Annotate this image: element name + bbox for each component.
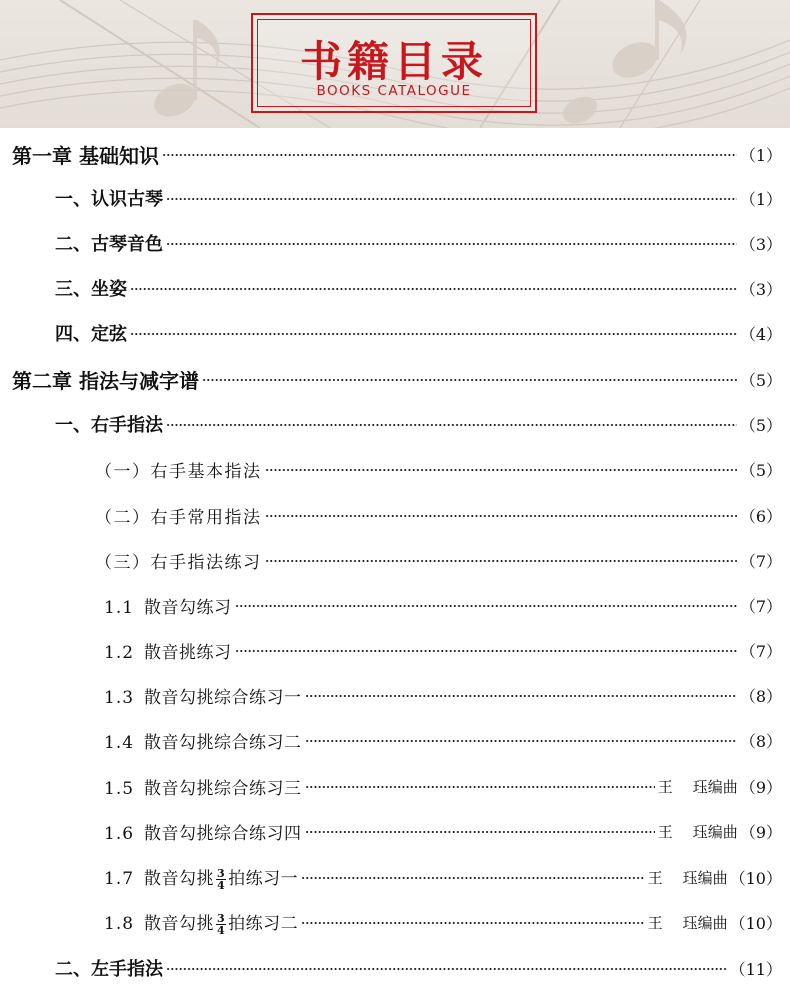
fraction-numerator: 3: [217, 866, 226, 880]
toc-entry-text: 第一章 基础知识: [12, 143, 159, 168]
time-signature-fraction: [216, 913, 226, 936]
toc-entry-text: 一、认识古琴: [55, 189, 163, 210]
toc-entry-title: [55, 320, 127, 346]
toc-entry[interactable]: [0, 725, 782, 755]
fraction-numerator: 3: [217, 911, 226, 925]
dot-leader: [166, 968, 727, 970]
page-number: （7）: [739, 596, 782, 616]
toc-entry-title: [55, 955, 163, 981]
toc-entry-title: [104, 864, 298, 891]
toc-entry[interactable]: [0, 862, 782, 892]
fraction-denominator: 4: [217, 923, 226, 937]
toc-entry-text: （二）右手常用指法: [95, 507, 262, 528]
dot-leader: [162, 154, 737, 156]
page-number: （1）: [739, 189, 782, 209]
page-number: （9）: [739, 822, 782, 842]
dot-leader: [305, 740, 737, 742]
page-number: （11）: [729, 959, 782, 979]
composer-credit: [658, 776, 738, 797]
toc-entry[interactable]: [0, 680, 782, 710]
toc-entry[interactable]: [0, 364, 782, 394]
toc-entry-title: [55, 275, 127, 301]
toc-entry-title: [95, 503, 262, 528]
toc-entry-text: 二、左手指法: [55, 959, 163, 980]
toc-entry-title: [104, 774, 302, 799]
dot-leader: [305, 695, 737, 697]
fraction-denominator: 4: [217, 878, 226, 892]
toc-entry-title: [95, 457, 262, 482]
toc-entry[interactable]: [0, 953, 782, 983]
toc-entry-number: 1.6: [104, 823, 135, 844]
dot-leader: [166, 198, 737, 200]
page-number: （5）: [739, 460, 782, 480]
toc-entry-number: 1.3: [104, 687, 135, 708]
toc-entry-title: [104, 909, 298, 936]
toc-entry-number: 1.2: [104, 642, 135, 663]
toc-entry[interactable]: [0, 545, 782, 575]
dot-leader: [130, 288, 737, 290]
composer-surname: 王: [647, 868, 663, 887]
composer-name-role: 珏编曲: [692, 822, 738, 841]
toc-entry-title: [104, 728, 302, 753]
dot-leader: [166, 243, 737, 245]
toc-entry-text: 三、坐姿: [55, 279, 127, 300]
toc-entry-text: 二、古琴音色: [55, 234, 163, 255]
page-number: （4）: [739, 324, 782, 344]
toc-entry[interactable]: [0, 228, 782, 258]
page-number: （3）: [739, 279, 782, 299]
dot-leader: [166, 424, 737, 426]
toc-entry-title: [95, 548, 262, 573]
toc-entry-text: 散音勾挑综合练习二: [144, 732, 302, 753]
toc-entry[interactable]: [0, 907, 782, 937]
page-number: （10）: [729, 868, 782, 888]
page-number: （5）: [739, 370, 782, 390]
toc-entry-text: （一）右手基本指法: [95, 461, 262, 482]
title-frame: [251, 13, 537, 113]
toc-entry[interactable]: [0, 318, 782, 348]
toc-entry-text-suffix: 拍练习一: [228, 868, 299, 889]
page-number: （7）: [739, 641, 782, 661]
toc-entry[interactable]: [0, 500, 782, 530]
toc-entry-title: [104, 819, 302, 844]
toc-entry-number: 1.8: [104, 913, 135, 934]
toc-entry-text: 第二章 指法与减字谱: [12, 368, 199, 393]
dot-leader: [305, 831, 655, 833]
composer-name-role: 珏编曲: [682, 913, 728, 932]
dot-leader: [202, 379, 737, 381]
page-number: （8）: [739, 731, 782, 751]
dot-leader: [235, 605, 737, 607]
page-title: 书籍目录: [299, 37, 488, 86]
toc-entry-text: 散音勾挑: [144, 913, 214, 934]
toc-entry-title: [12, 140, 159, 169]
composer-surname: 王: [657, 822, 673, 841]
toc-entry[interactable]: [0, 409, 782, 439]
page-subtitle: BOOKS CATALOGUE: [316, 83, 472, 99]
toc-entry-text: 散音挑练习: [144, 642, 232, 663]
composer-surname: 王: [657, 777, 673, 796]
toc-entry-text-suffix: 拍练习二: [228, 913, 299, 934]
toc-entry-text: 散音勾挑综合练习一: [144, 687, 302, 708]
toc-entry[interactable]: [0, 273, 782, 303]
page-number: （1）: [739, 145, 782, 165]
toc-entry[interactable]: [0, 590, 782, 620]
composer-credit: [648, 867, 728, 888]
toc-entry-title: [104, 638, 232, 663]
toc-entry-number: 1.1: [104, 597, 135, 618]
composer-name-role: 珏编曲: [682, 868, 728, 887]
dot-leader: [130, 333, 737, 335]
toc-entry-title: [12, 365, 199, 394]
toc-entry[interactable]: [0, 183, 782, 213]
toc-entry-text: 散音勾挑综合练习四: [144, 823, 302, 844]
time-signature-fraction: [216, 868, 226, 891]
composer-surname: 王: [647, 913, 663, 932]
dot-leader: [235, 650, 737, 652]
header-banner: [0, 0, 790, 128]
toc-entry-number: 1.5: [104, 778, 135, 799]
dot-leader: [305, 786, 655, 788]
toc-entry-text: 散音勾挑: [144, 868, 214, 889]
toc-entry[interactable]: [0, 139, 782, 169]
dot-leader: [265, 515, 737, 517]
dot-leader: [301, 922, 644, 924]
toc-entry[interactable]: [0, 816, 782, 846]
toc-entry-number: 1.7: [104, 868, 135, 889]
toc-entry-number: 1.4: [104, 732, 135, 753]
toc-entry[interactable]: [0, 635, 782, 665]
toc-entry-title: [55, 411, 163, 437]
composer-credit: [648, 912, 728, 933]
toc-entry-text: 散音勾练习: [144, 597, 232, 618]
toc-entry[interactable]: [0, 771, 782, 801]
dot-leader: [301, 877, 644, 879]
page-number: （6）: [739, 506, 782, 526]
page-number: （10）: [729, 913, 782, 933]
toc-entry-text: （三）右手指法练习: [95, 552, 262, 573]
toc-entry-title: [55, 185, 163, 211]
page-number: （3）: [739, 234, 782, 254]
page-number: （8）: [739, 686, 782, 706]
composer-name-role: 珏编曲: [692, 777, 738, 796]
toc-entry-text: 散音勾挑综合练习三: [144, 778, 302, 799]
toc-entry-text: 一、右手指法: [55, 415, 163, 436]
toc-entry-title: [104, 683, 302, 708]
page-number: （5）: [739, 415, 782, 435]
page-number: （9）: [739, 777, 782, 797]
page-number: （7）: [739, 551, 782, 571]
toc-entry[interactable]: [0, 454, 782, 484]
toc-entry-title: [104, 593, 232, 618]
toc-entry-text: 四、定弦: [55, 324, 127, 345]
dot-leader: [265, 469, 737, 471]
composer-credit: [658, 821, 738, 842]
toc-entry-title: [55, 230, 163, 256]
dot-leader: [265, 560, 737, 562]
